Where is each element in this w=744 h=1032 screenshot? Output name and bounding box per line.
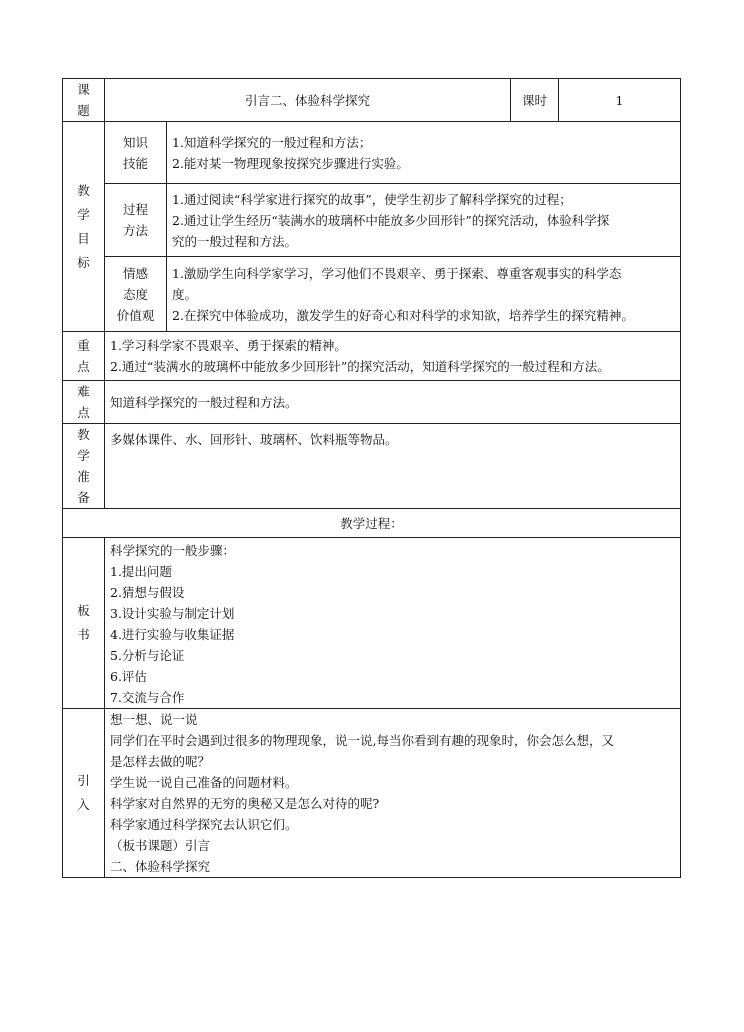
objectives-label: 教 学 目 标 xyxy=(63,122,105,332)
intro-content xyxy=(105,709,681,878)
key-points-row xyxy=(63,332,681,381)
process-line: 2.通过让学生经历“装满水的玻璃杯中能放多少回形针”的探究活动，体验科学探 xyxy=(172,212,610,228)
key-point-line: 1.学习科学家不畏艰辛、勇于探索的精神。 xyxy=(110,338,347,353)
board-line: 1.提出问题 xyxy=(110,564,172,579)
preparation-content xyxy=(105,424,681,509)
intro-label: 引 入 xyxy=(63,709,105,878)
process-content xyxy=(167,184,681,257)
board-line: 3.设计实验与制定计划 xyxy=(110,606,235,621)
preparation-row xyxy=(63,424,681,509)
objective-knowledge-row xyxy=(63,122,681,184)
key-points-label: 重 点 xyxy=(63,332,105,381)
objective-values-row xyxy=(63,257,681,332)
difficulty-content xyxy=(105,381,681,424)
preparation-label: 教 学 准 备 xyxy=(63,424,105,509)
knowledge-line: 2.能对某一物理现象按探究步骤进行实验。 xyxy=(172,155,409,171)
knowledge-label: 知识 技能 xyxy=(105,122,167,184)
board-line: 7.交流与合作 xyxy=(110,690,185,705)
topic-title: 引言二、体验科学探究 xyxy=(105,79,511,122)
intro-line: 科学家对自然界的无穷的奥秘又是怎么对待的呢? xyxy=(110,796,380,811)
period-label: 课时 xyxy=(511,79,559,122)
intro-line: 学生说一说自己准备的问题材料。 xyxy=(110,775,298,790)
preparation-text: 多媒体课件、水、回形针、玻璃杯、饮料瓶等物品。 xyxy=(110,432,398,447)
knowledge-line: 1.知道科学探究的一般过程和方法； xyxy=(172,134,372,150)
intro-line: 二、体验科学探究 xyxy=(110,859,211,874)
difficulty-text: 知道科学探究的一般过程和方法。 xyxy=(110,394,298,410)
board-line: 科学探究的一般步骤： xyxy=(110,543,236,558)
values-content xyxy=(167,257,681,332)
process-line: 1.通过阅读“科学家进行探究的故事”，使学生初步了解科学探究的过程； xyxy=(172,191,572,207)
difficulty-label: 难 点 xyxy=(63,381,105,424)
values-label: 情感 态度 价值观 xyxy=(105,257,167,332)
process-label: 过程 方法 xyxy=(105,184,167,257)
intro-line: 科学家通过科学探究去认识它们。 xyxy=(110,817,298,832)
knowledge-content xyxy=(167,122,681,184)
intro-row xyxy=(63,709,681,878)
process-line: 究的一般过程和方法。 xyxy=(172,233,298,249)
board-line: 4.进行实验与收集证据 xyxy=(110,627,235,642)
board-line: 2.猜想与假设 xyxy=(110,585,185,600)
process-title: 教学过程： xyxy=(63,509,681,538)
process-title-row xyxy=(63,509,681,538)
board-line: 5.分析与论证 xyxy=(110,648,185,663)
topic-row xyxy=(63,79,681,122)
values-line: 2.在探究中体验成功，激发学生的好奇心和对科学的求知欲，培养学生的探究精神。 xyxy=(172,307,634,323)
values-line: 度。 xyxy=(172,286,198,302)
intro-line: 想一想、说一说 xyxy=(110,712,198,727)
board-line: 6.评估 xyxy=(110,669,147,684)
intro-line: 是怎样去做的呢？ xyxy=(110,754,211,769)
values-line: 1.激励学生向科学家学习，学习他们不畏艰辛、勇于探索、尊重客观事实的科学态 xyxy=(172,265,622,281)
key-point-line: 2.通过“装满水的玻璃杯中能放多少回形针”的探究活动，知道科学探究的一般过程和方法。 xyxy=(110,359,610,374)
topic-label: 课 题 xyxy=(63,79,105,122)
lesson-plan-table xyxy=(62,78,681,878)
objective-process-row xyxy=(63,184,681,257)
board-label: 板 书 xyxy=(63,538,105,709)
intro-line: 同学们在平时会遇到过很多的物理现象，说一说,每当你看到有趣的现象时，你会怎么想，又 xyxy=(110,733,614,748)
board-row xyxy=(63,538,681,709)
key-points-content xyxy=(105,332,681,381)
intro-line: （板书课题）引言 xyxy=(110,838,211,853)
difficulty-row xyxy=(63,381,681,424)
board-content xyxy=(105,538,681,709)
period-value: 1 xyxy=(559,79,681,122)
